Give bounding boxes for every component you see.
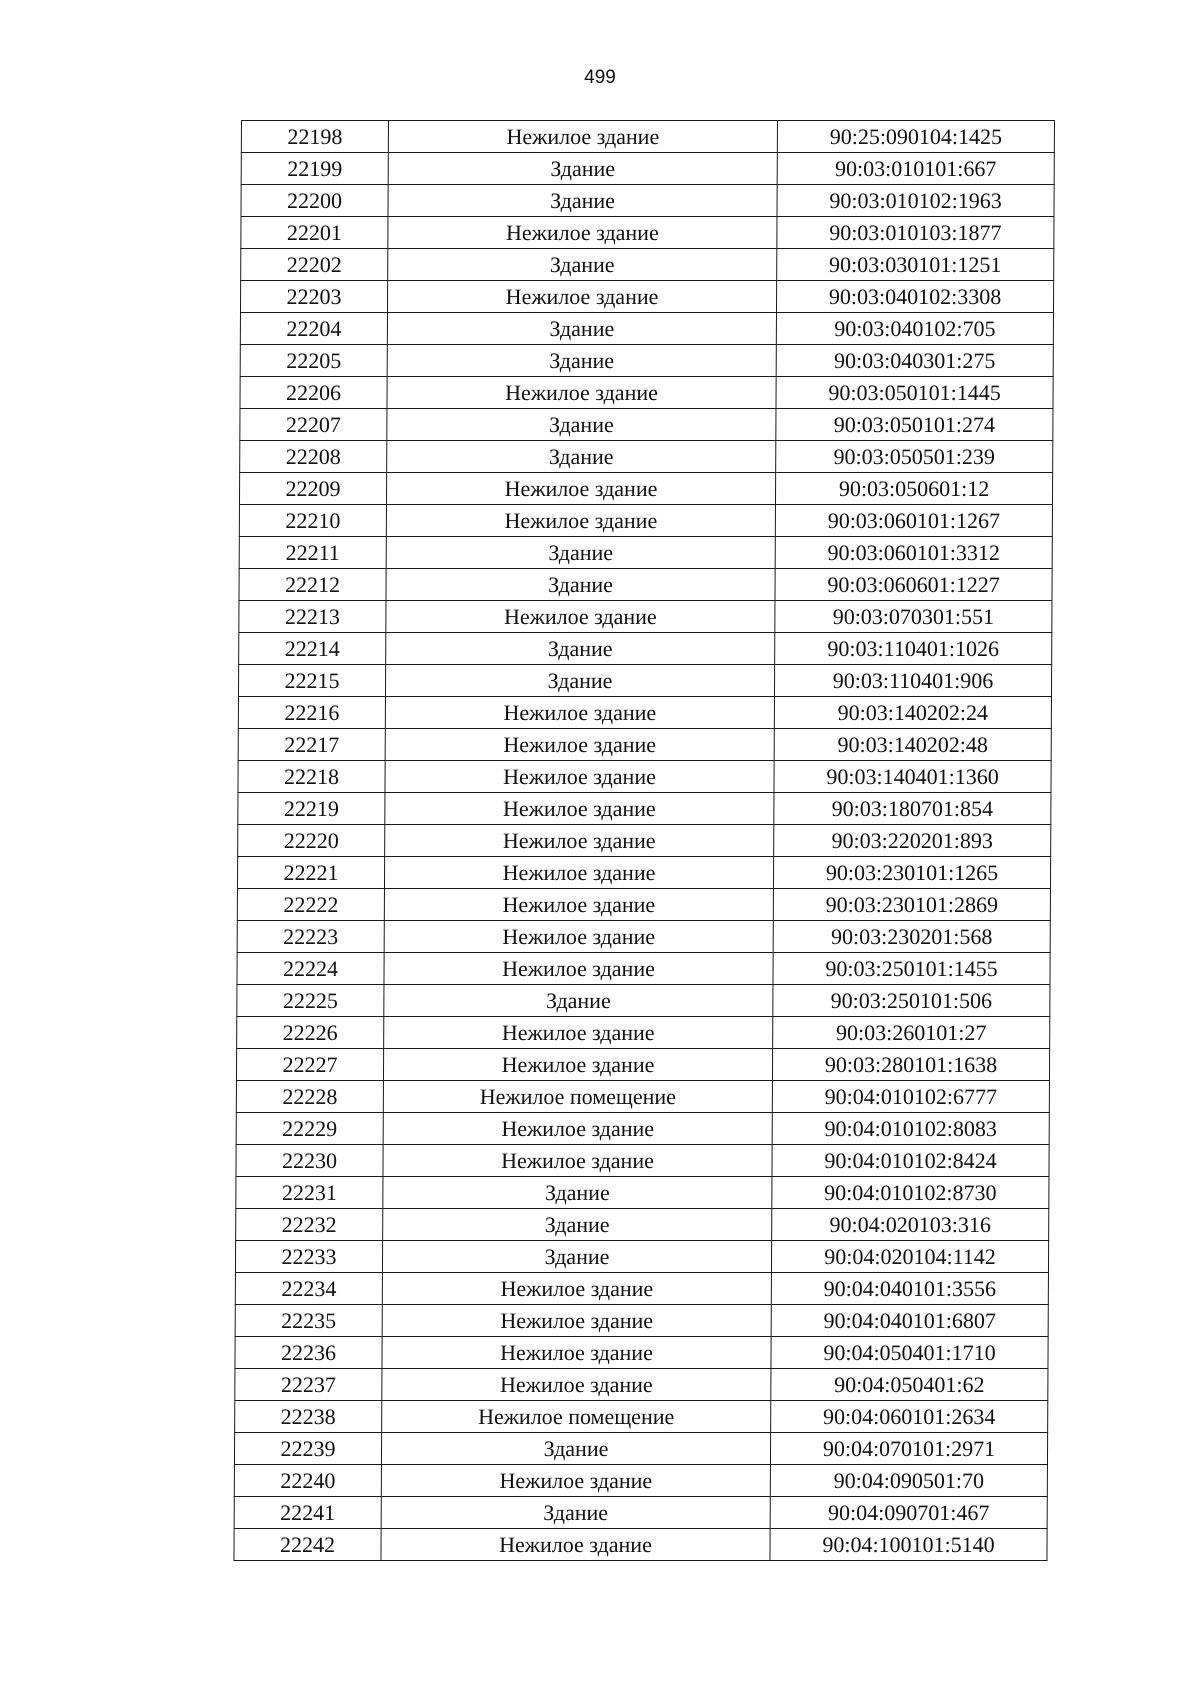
registry-table [233,120,1055,1561]
object-type-cell: Нежилое здание [384,953,773,985]
table-row [237,889,1050,921]
table-row [240,377,1053,409]
table-row [241,153,1054,185]
row-number-cell: 22215 [238,665,385,697]
row-number-cell: 22235 [235,1305,382,1337]
row-number-cell: 22233 [235,1241,382,1273]
table-row [234,1433,1047,1465]
object-type-cell: Здание [388,185,777,217]
row-number-cell: 22228 [236,1081,383,1113]
cadastral-number-cell: 90:04:090701:467 [770,1497,1047,1529]
table-row [234,1529,1047,1561]
object-type-cell: Нежилое здание [388,217,777,249]
row-number-cell: 22234 [235,1273,382,1305]
object-type-cell: Нежилое здание [382,1305,771,1337]
table-row [236,1081,1049,1113]
object-type-cell: Нежилое здание [385,697,774,729]
object-type-cell: Здание [385,665,774,697]
object-type-cell: Здание [388,153,777,185]
table-row [236,1209,1049,1241]
cadastral-number-cell: 90:03:040102:3308 [776,281,1053,313]
row-number-cell: 22241 [234,1497,381,1529]
table-row [235,1273,1048,1305]
table-row [236,1145,1049,1177]
row-number-cell: 22206 [240,377,387,409]
table-row [239,537,1052,569]
row-number-cell: 22214 [239,633,386,665]
cadastral-number-cell: 90:03:230101:2869 [773,889,1050,921]
row-number-cell: 22242 [234,1529,381,1561]
cadastral-number-cell: 90:03:050501:239 [776,441,1053,473]
object-type-cell: Нежилое здание [385,761,774,793]
object-type-cell: Нежилое здание [381,1529,770,1561]
table-row [237,857,1050,889]
cadastral-number-cell: 90:03:220201:893 [774,825,1051,857]
row-number-cell: 22209 [239,473,386,505]
row-number-cell: 22240 [234,1465,381,1497]
object-type-cell: Нежилое здание [387,377,776,409]
cadastral-number-cell: 90:04:040101:3556 [771,1273,1048,1305]
object-type-cell: Нежилое здание [387,281,776,313]
object-type-cell: Нежилое здание [385,825,774,857]
cadastral-number-cell: 90:03:250101:506 [773,985,1050,1017]
table-row [237,1017,1050,1049]
object-type-cell: Нежилое здание [382,1273,771,1305]
table-row [238,697,1051,729]
object-type-cell: Нежилое здание [382,1337,771,1369]
row-number-cell: 22211 [239,537,386,569]
cadastral-number-cell: 90:04:070101:2971 [770,1433,1047,1465]
object-type-cell: Здание [387,441,776,473]
cadastral-number-cell: 90:04:100101:5140 [770,1529,1047,1561]
cadastral-number-cell: 90:03:030101:1251 [777,249,1054,281]
row-number-cell: 22236 [235,1337,382,1369]
table-row [235,1369,1048,1401]
cadastral-number-cell: 90:03:050101:274 [776,409,1053,441]
cadastral-number-cell: 90:04:050401:1710 [771,1337,1048,1369]
row-number-cell: 22198 [241,121,388,153]
table-row [235,1337,1048,1369]
row-number-cell: 22213 [239,601,386,633]
table-row [238,793,1051,825]
row-number-cell: 22219 [238,793,385,825]
table-row [238,665,1051,697]
table-row [241,217,1054,249]
row-number-cell: 22227 [236,1049,383,1081]
cadastral-number-cell: 90:03:230201:568 [773,921,1050,953]
object-type-cell: Нежилое здание [384,1017,773,1049]
table-row [238,825,1051,857]
row-number-cell: 22216 [238,697,385,729]
cadastral-number-cell: 90:04:090501:70 [770,1465,1047,1497]
row-number-cell: 22231 [236,1177,383,1209]
table-row [240,441,1053,473]
table-row [240,281,1053,313]
table-row [237,985,1050,1017]
row-number-cell: 22230 [236,1145,383,1177]
object-type-cell: Здание [388,249,777,281]
object-type-cell: Здание [384,985,773,1017]
cadastral-number-cell: 90:03:260101:27 [773,1017,1050,1049]
cadastral-number-cell: 90:03:070301:551 [775,601,1052,633]
cadastral-number-cell: 90:04:060101:2634 [771,1401,1048,1433]
registry-table-container [233,120,1054,1561]
object-type-cell: Здание [386,569,775,601]
cadastral-number-cell: 90:03:060601:1227 [775,569,1052,601]
table-row [240,409,1053,441]
table-row [234,1465,1047,1497]
cadastral-number-cell: 90:03:280101:1638 [772,1049,1049,1081]
table-row [234,1497,1047,1529]
cadastral-number-cell: 90:03:060101:3312 [775,537,1052,569]
object-type-cell: Нежилое помещение [382,1401,771,1433]
row-number-cell: 22223 [237,921,384,953]
row-number-cell: 22221 [237,857,384,889]
cadastral-number-cell: 90:03:060101:1267 [775,505,1052,537]
table-row [241,249,1054,281]
cadastral-number-cell: 90:03:250101:1455 [773,953,1050,985]
table-row [239,633,1052,665]
cadastral-number-cell: 90:04:010102:6777 [772,1081,1049,1113]
cadastral-number-cell: 90:03:040301:275 [776,345,1053,377]
cadastral-number-cell: 90:04:010102:8424 [772,1145,1049,1177]
object-type-cell: Здание [387,409,776,441]
row-number-cell: 22238 [235,1401,382,1433]
object-type-cell: Нежилое здание [388,121,777,153]
cadastral-number-cell: 90:04:020104:1142 [771,1241,1048,1273]
row-number-cell: 22208 [240,441,387,473]
cadastral-number-cell: 90:03:110401:1026 [775,633,1052,665]
cadastral-number-cell: 90:03:010102:1963 [777,185,1054,217]
row-number-cell: 22204 [240,313,387,345]
table-row [236,1177,1049,1209]
row-number-cell: 22202 [241,249,388,281]
row-number-cell: 22225 [237,985,384,1017]
object-type-cell: Здание [383,1177,772,1209]
cadastral-number-cell: 90:03:230101:1265 [773,857,1050,889]
table-row [236,1113,1049,1145]
registry-table-body [234,121,1055,1561]
object-type-cell: Здание [382,1241,771,1273]
table-row [239,505,1052,537]
row-number-cell: 22232 [236,1209,383,1241]
table-row [235,1401,1048,1433]
table-row [235,1305,1048,1337]
object-type-cell: Здание [381,1433,770,1465]
row-number-cell: 22207 [240,409,387,441]
row-number-cell: 22237 [235,1369,382,1401]
table-row [237,921,1050,953]
row-number-cell: 22218 [238,761,385,793]
cadastral-number-cell: 90:04:050401:62 [771,1369,1048,1401]
object-type-cell: Нежилое здание [382,1369,771,1401]
object-type-cell: Здание [383,1209,772,1241]
cadastral-number-cell: 90:03:180701:854 [774,793,1051,825]
row-number-cell: 22201 [241,217,388,249]
object-type-cell: Здание [386,537,775,569]
object-type-cell: Нежилое здание [385,729,774,761]
cadastral-number-cell: 90:04:010102:8083 [772,1113,1049,1145]
row-number-cell: 22200 [241,185,388,217]
cadastral-number-cell: 90:03:140401:1360 [774,761,1051,793]
cadastral-number-cell: 90:03:050101:1445 [776,377,1053,409]
object-type-cell: Нежилое здание [386,505,775,537]
row-number-cell: 22205 [240,345,387,377]
cadastral-number-cell: 90:03:110401:906 [774,665,1051,697]
object-type-cell: Нежилое здание [383,1113,772,1145]
cadastral-number-cell: 90:25:090104:1425 [777,121,1054,153]
table-row [239,569,1052,601]
row-number-cell: 22210 [239,505,386,537]
page-number: 499 [584,67,616,88]
object-type-cell: Нежилое здание [386,601,775,633]
table-row [241,121,1054,153]
cadastral-number-cell: 90:04:020103:316 [772,1209,1049,1241]
table-row [238,729,1051,761]
object-type-cell: Нежилое здание [386,473,775,505]
cadastral-number-cell: 90:03:040102:705 [776,313,1053,345]
cadastral-number-cell: 90:04:010102:8730 [772,1177,1049,1209]
row-number-cell: 22224 [237,953,384,985]
cadastral-number-cell: 90:03:140202:24 [774,697,1051,729]
row-number-cell: 22226 [237,1017,384,1049]
object-type-cell: Нежилое здание [384,889,773,921]
cadastral-number-cell: 90:03:050601:12 [775,473,1052,505]
row-number-cell: 22239 [234,1433,381,1465]
object-type-cell: Нежилое здание [385,793,774,825]
row-number-cell: 22220 [238,825,385,857]
table-row [237,953,1050,985]
row-number-cell: 22217 [238,729,385,761]
cadastral-number-cell: 90:03:010101:667 [777,153,1054,185]
cadastral-number-cell: 90:03:010103:1877 [777,217,1054,249]
table-row [239,473,1052,505]
object-type-cell: Нежилое здание [383,1049,772,1081]
object-type-cell: Здание [381,1497,770,1529]
table-row [240,313,1053,345]
object-type-cell: Нежилое здание [384,921,773,953]
table-row [239,601,1052,633]
row-number-cell: 22222 [237,889,384,921]
table-row [241,185,1054,217]
object-type-cell: Нежилое здание [383,1145,772,1177]
table-row [236,1049,1049,1081]
table-row [240,345,1053,377]
row-number-cell: 22212 [239,569,386,601]
table-row [235,1241,1048,1273]
object-type-cell: Нежилое помещение [383,1081,772,1113]
object-type-cell: Здание [386,633,775,665]
row-number-cell: 22199 [241,153,388,185]
row-number-cell: 22203 [240,281,387,313]
table-row [238,761,1051,793]
object-type-cell: Здание [387,345,776,377]
cadastral-number-cell: 90:03:140202:48 [774,729,1051,761]
object-type-cell: Нежилое здание [384,857,773,889]
row-number-cell: 22229 [236,1113,383,1145]
object-type-cell: Здание [387,313,776,345]
object-type-cell: Нежилое здание [381,1465,770,1497]
cadastral-number-cell: 90:04:040101:6807 [771,1305,1048,1337]
